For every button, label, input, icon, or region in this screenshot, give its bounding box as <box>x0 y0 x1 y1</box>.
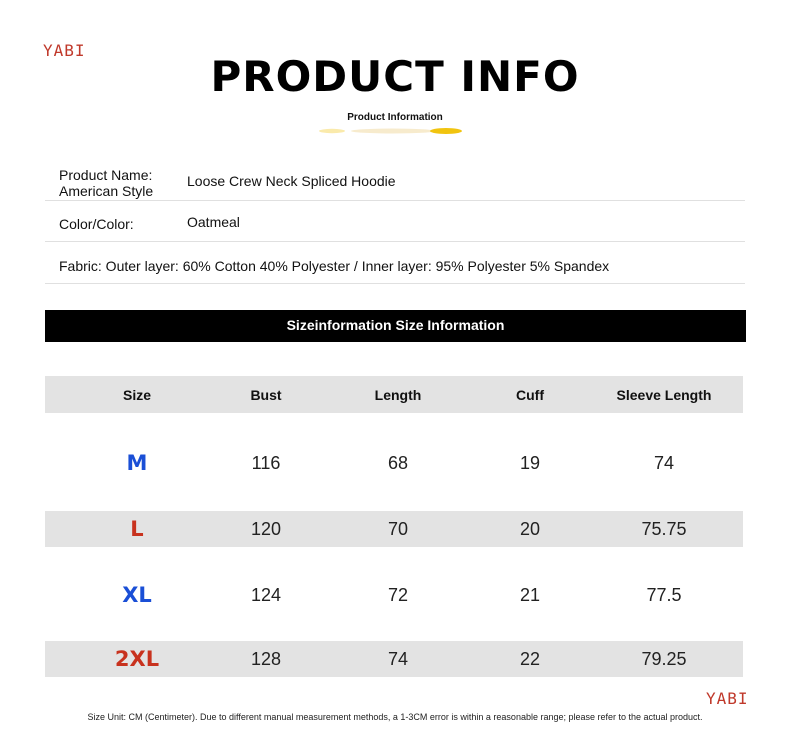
product-name-label <box>59 167 153 199</box>
sleeve-length-value: 79.25 <box>641 648 687 669</box>
sleeve-length-value: 77.5 <box>646 584 682 605</box>
size-2xl-label: 2XL <box>114 647 160 671</box>
sleeve-length-value: 74 <box>653 452 675 473</box>
product-name-label-line2: American Style <box>59 183 154 199</box>
color-value: Oatmeal <box>187 214 240 230</box>
page-title: PRODUCT INFO <box>210 52 580 101</box>
header-cuff: Cuff <box>516 386 544 403</box>
sleeve-length-value: 75.75 <box>641 518 687 539</box>
length-value: 68 <box>387 452 409 473</box>
size-l-label: L <box>130 517 144 541</box>
cuff-value: 19 <box>519 452 541 473</box>
size-footnote: Size Unit: CM (Centimeter). Due to different manual measurement methods, a 1-3CM error is within a reasonable range; please refer to the actual product. <box>87 712 703 722</box>
header-size: Size <box>122 386 151 403</box>
cuff-value: 22 <box>519 648 541 669</box>
product-name-value: Loose Crew Neck Spliced Hoodie <box>187 173 396 189</box>
size-m-label: M <box>126 451 148 475</box>
length-value: 72 <box>387 584 409 605</box>
length-value: 70 <box>387 518 409 539</box>
bust-value: 120 <box>250 518 282 539</box>
color-label: Color/Color: <box>59 216 134 232</box>
table-row <box>45 641 743 677</box>
size-table-header <box>45 376 743 413</box>
subtitle-underline-decoration <box>318 127 468 135</box>
table-row <box>45 511 743 547</box>
header-length: Length <box>374 386 422 403</box>
table-row <box>45 443 743 483</box>
header-bust: Bust <box>250 386 282 403</box>
product-name-row <box>45 160 745 201</box>
cuff-value: 21 <box>519 584 541 605</box>
bust-value: 124 <box>250 584 282 605</box>
size-information-banner: Sizeinformation Size Information <box>45 310 746 342</box>
table-row <box>45 575 743 615</box>
size-xl-label: XL <box>122 583 152 607</box>
brand-logo-bottom: YABI <box>706 689 749 708</box>
page-subtitle: Product Information <box>347 112 443 123</box>
color-row <box>45 200 745 242</box>
brand-logo-top: YABI <box>43 41 86 60</box>
fabric-row <box>45 241 745 284</box>
length-value: 74 <box>387 648 409 669</box>
product-name-label-line1: Product Name: <box>59 167 153 183</box>
fabric-text: Fabric: Outer layer: 60% Cotton 40% Polyester / Inner layer: 95% Polyester 5% Spandex <box>59 258 610 274</box>
header-sleeve-length: Sleeve Length <box>616 386 712 403</box>
bust-value: 128 <box>250 648 282 669</box>
cuff-value: 20 <box>519 518 541 539</box>
bust-value: 116 <box>251 452 281 473</box>
